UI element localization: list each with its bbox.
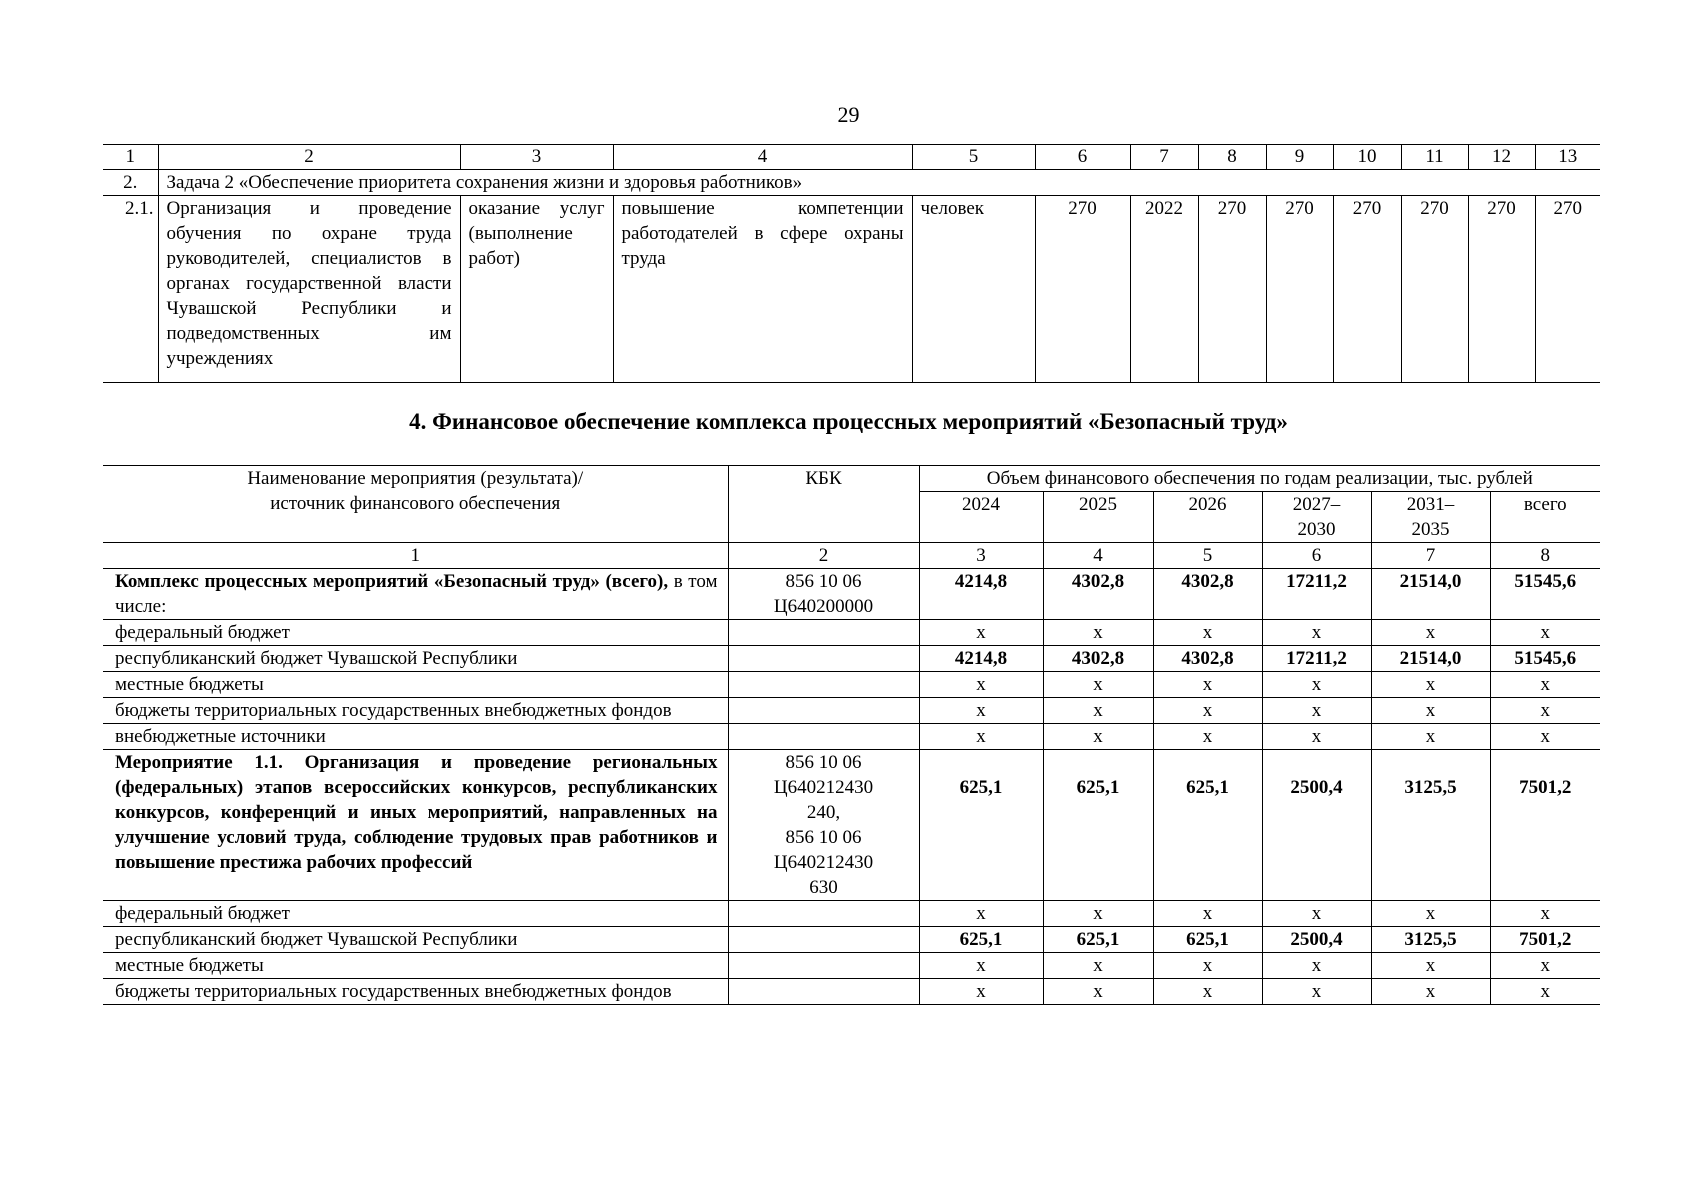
- source-kbk: [728, 927, 919, 953]
- header-year: 2024: [919, 492, 1043, 543]
- table1-header-cell: 13: [1535, 145, 1600, 170]
- financing-header-row: [103, 466, 1600, 492]
- row-number: 2.1.: [103, 196, 158, 383]
- financing-value: x: [1371, 901, 1490, 927]
- source-name: местные бюджеты: [103, 953, 728, 979]
- financing-value: x: [1262, 620, 1371, 646]
- financing-source-row: [103, 979, 1600, 1005]
- indicators-table: [103, 144, 1600, 383]
- financing-source-row: [103, 620, 1600, 646]
- source-name: внебюджетные источники: [103, 724, 728, 750]
- financing-value: 51545,6: [1490, 569, 1600, 620]
- financing-value: x: [1262, 698, 1371, 724]
- complex-total-row: [103, 569, 1600, 620]
- financing-value: 51545,6: [1490, 646, 1600, 672]
- financing-value: x: [1490, 901, 1600, 927]
- row-value: 270: [1535, 196, 1600, 383]
- table1-header-cell: 1: [103, 145, 158, 170]
- financing-source-row: [103, 901, 1600, 927]
- source-kbk: [728, 953, 919, 979]
- row-value: 270: [1035, 196, 1130, 383]
- source-name: федеральный бюджет: [103, 901, 728, 927]
- financing-value: x: [1043, 979, 1153, 1005]
- source-name: федеральный бюджет: [103, 620, 728, 646]
- financing-value: x: [1371, 953, 1490, 979]
- financing-value: x: [1262, 901, 1371, 927]
- row-value: 270: [1198, 196, 1266, 383]
- financing-value: 4214,8: [919, 569, 1043, 620]
- financing-value: 625,1: [1043, 927, 1153, 953]
- header-column-number: 2: [728, 543, 919, 569]
- financing-value: 7501,2: [1490, 750, 1600, 901]
- table1-header-row: [103, 145, 1600, 170]
- financing-value: x: [1490, 672, 1600, 698]
- table1-header-cell: 3: [460, 145, 613, 170]
- financing-value: 2500,4: [1262, 750, 1371, 901]
- measure-name: Мероприятие 1.1. Организация и проведение региональных (федеральных) этапов всероссийских конкурсов, республиканских конкурсов, конференций и иных мероприятий, направленных на улучшение условий труда, соблюдение трудовых прав работников и повышение престижа рабочих профессий: [103, 750, 728, 901]
- header-year: 2031– 2035: [1371, 492, 1490, 543]
- table1-header-cell: 5: [912, 145, 1035, 170]
- financing-numbers-row: [103, 543, 1600, 569]
- task-text: Задача 2 «Обеспечение приоритета сохранения жизни и здоровья работников»: [158, 170, 1600, 196]
- header-year: 2027– 2030: [1262, 492, 1371, 543]
- source-kbk: [728, 979, 919, 1005]
- financing-value: x: [919, 672, 1043, 698]
- header-column-number: 1: [103, 543, 728, 569]
- financing-value: x: [1262, 953, 1371, 979]
- financing-value: 4302,8: [1153, 646, 1262, 672]
- header-volume: Объем финансового обеспечения по годам реализации, тыс. рублей: [919, 466, 1600, 492]
- financing-value: x: [1043, 724, 1153, 750]
- financing-source-row: [103, 927, 1600, 953]
- header-kbk: КБК: [728, 466, 919, 543]
- header-column-number: 7: [1371, 543, 1490, 569]
- financing-source-row: [103, 953, 1600, 979]
- source-name: республиканский бюджет Чувашской Республики: [103, 646, 728, 672]
- financing-value: x: [1371, 724, 1490, 750]
- financing-value: 4302,8: [1043, 646, 1153, 672]
- row-type: оказание услуг (выполнение работ): [460, 196, 613, 383]
- row-value: 270: [1333, 196, 1401, 383]
- financing-value: 4302,8: [1043, 569, 1153, 620]
- header-column-number: 3: [919, 543, 1043, 569]
- source-kbk: [728, 901, 919, 927]
- financing-value: x: [1371, 672, 1490, 698]
- complex-kbk: 856 10 06 Ц640200000: [728, 569, 919, 620]
- financing-value: x: [1262, 672, 1371, 698]
- measure-kbk: 856 10 06 Ц640212430 240, 856 10 06 Ц640212430 630: [728, 750, 919, 901]
- financing-value: x: [1153, 620, 1262, 646]
- header-column-number: 6: [1262, 543, 1371, 569]
- source-name: бюджеты территориальных государственных внебюджетных фондов: [103, 698, 728, 724]
- financing-value: 17211,2: [1262, 569, 1371, 620]
- financing-value: 625,1: [1153, 750, 1262, 901]
- financing-source-row: [103, 724, 1600, 750]
- financing-value: 3125,5: [1371, 750, 1490, 901]
- source-name: местные бюджеты: [103, 672, 728, 698]
- financing-value: 625,1: [1153, 927, 1262, 953]
- financing-value: x: [1043, 901, 1153, 927]
- financing-value: x: [919, 698, 1043, 724]
- source-kbk: [728, 620, 919, 646]
- financing-value: 7501,2: [1490, 927, 1600, 953]
- financing-source-row: [103, 646, 1600, 672]
- header-year: 2025: [1043, 492, 1153, 543]
- financing-value: x: [1153, 672, 1262, 698]
- financing-value: x: [1043, 953, 1153, 979]
- table1-header-cell: 10: [1333, 145, 1401, 170]
- financing-value: 17211,2: [1262, 646, 1371, 672]
- financing-value: x: [1490, 620, 1600, 646]
- financing-value: x: [1371, 979, 1490, 1005]
- task-number: 2.: [103, 170, 158, 196]
- financing-value: x: [1153, 698, 1262, 724]
- source-name: республиканский бюджет Чувашской Республики: [103, 927, 728, 953]
- financing-value: x: [919, 953, 1043, 979]
- header-year: 2026: [1153, 492, 1262, 543]
- financing-value: x: [1153, 724, 1262, 750]
- table1-header-cell: 12: [1468, 145, 1535, 170]
- header-name-line2: источник финансового обеспечения: [270, 493, 561, 514]
- header-column-number: 8: [1490, 543, 1600, 569]
- header-column-number: 4: [1043, 543, 1153, 569]
- financing-value: x: [1490, 724, 1600, 750]
- row-name: Организация и проведение обучения по охране труда руководителей, специалистов в органах государственной власти Чувашской Республики и подведомственных им учреждениях: [158, 196, 460, 383]
- table1-data-row: [103, 196, 1600, 383]
- table1-header-cell: 2: [158, 145, 460, 170]
- financing-value: x: [1262, 979, 1371, 1005]
- financing-value: x: [1490, 953, 1600, 979]
- financing-value: 625,1: [1043, 750, 1153, 901]
- row-value: 270: [1468, 196, 1535, 383]
- row-value: 270: [1266, 196, 1333, 383]
- row-unit: человек: [912, 196, 1035, 383]
- table1-header-cell: 4: [613, 145, 912, 170]
- financing-value: x: [919, 979, 1043, 1005]
- financing-value: x: [1262, 724, 1371, 750]
- financing-source-row: [103, 672, 1600, 698]
- financing-value: x: [1490, 979, 1600, 1005]
- row-value: 270: [1401, 196, 1468, 383]
- financing-value: x: [1043, 620, 1153, 646]
- financing-value: x: [919, 901, 1043, 927]
- financing-value: 3125,5: [1371, 927, 1490, 953]
- financing-value: 625,1: [919, 927, 1043, 953]
- financing-value: 4214,8: [919, 646, 1043, 672]
- header-name-line1: Наименование мероприятия (результата)/: [247, 468, 584, 489]
- table1-header-cell: 9: [1266, 145, 1333, 170]
- source-name: бюджеты территориальных государственных внебюджетных фондов: [103, 979, 728, 1005]
- financing-table: [103, 465, 1600, 1005]
- financing-value: 625,1: [919, 750, 1043, 901]
- source-kbk: [728, 672, 919, 698]
- financing-value: x: [1153, 953, 1262, 979]
- financing-value: x: [1043, 672, 1153, 698]
- financing-value: x: [1371, 620, 1490, 646]
- financing-value: x: [1371, 698, 1490, 724]
- complex-name: [103, 569, 728, 620]
- financing-value: x: [1043, 698, 1153, 724]
- financing-value: x: [1490, 698, 1600, 724]
- financing-value: 2500,4: [1262, 927, 1371, 953]
- financing-value: x: [1153, 979, 1262, 1005]
- table1-header-cell: 11: [1401, 145, 1468, 170]
- financing-value: x: [919, 620, 1043, 646]
- table1-task-row: [103, 170, 1600, 196]
- table1-header-cell: 7: [1130, 145, 1198, 170]
- financing-source-row: [103, 698, 1600, 724]
- header-year: всего: [1490, 492, 1600, 543]
- financing-value: x: [1153, 901, 1262, 927]
- financing-value: 21514,0: [1371, 569, 1490, 620]
- header-column-number: 5: [1153, 543, 1262, 569]
- financing-value: x: [919, 724, 1043, 750]
- complex-name-bold: Комплекс процессных мероприятий «Безопасный труд» (всего),: [115, 571, 669, 592]
- table1-header-cell: 6: [1035, 145, 1130, 170]
- section-title: 4. Финансовое обеспечение комплекса процессных мероприятий «Безопасный труд»: [409, 409, 1288, 434]
- measure-row: [103, 750, 1600, 901]
- source-kbk: [728, 646, 919, 672]
- page-number: 29: [837, 102, 860, 127]
- header-name: [103, 466, 728, 543]
- source-kbk: [728, 724, 919, 750]
- row-value: 2022: [1130, 196, 1198, 383]
- financing-value: 21514,0: [1371, 646, 1490, 672]
- source-kbk: [728, 698, 919, 724]
- table1-header-cell: 8: [1198, 145, 1266, 170]
- financing-value: 4302,8: [1153, 569, 1262, 620]
- complex-name-rest: в том числе:: [115, 571, 718, 617]
- row-description: повышение компетенции работодателей в сфере охраны труда: [613, 196, 912, 383]
